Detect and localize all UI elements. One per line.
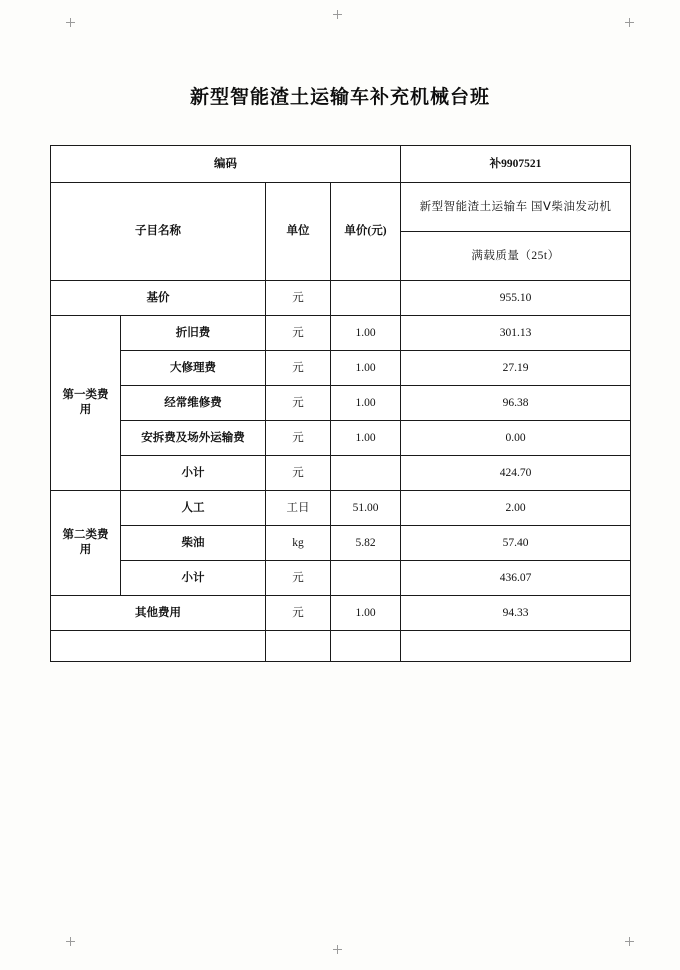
row-unit: 元 xyxy=(266,386,331,421)
registration-mark-icon xyxy=(625,941,634,942)
row-unit: 元 xyxy=(266,561,331,596)
table-row xyxy=(51,491,631,526)
code-value: 补9907521 xyxy=(401,146,631,183)
row-amount: 96.38 xyxy=(401,386,631,421)
table-row xyxy=(51,421,631,456)
table-row-code xyxy=(51,146,631,183)
row-name: 折旧费 xyxy=(121,316,266,351)
row-unit: 元 xyxy=(266,596,331,631)
row-price: 1.00 xyxy=(331,386,401,421)
registration-mark-icon xyxy=(66,941,75,942)
code-label: 编码 xyxy=(51,146,401,183)
row-amount: 424.70 xyxy=(401,456,631,491)
page-title: 新型智能渣土运输车补充机械台班 xyxy=(189,87,490,108)
row-amount: 94.33 xyxy=(401,596,631,631)
registration-mark-icon xyxy=(333,14,342,15)
blank-amount xyxy=(401,631,631,662)
row-unit: 元 xyxy=(266,351,331,386)
row-amount: 57.40 xyxy=(401,526,631,561)
row-price: 1.00 xyxy=(331,351,401,386)
row-price: 1.00 xyxy=(331,316,401,351)
row-unit: 元 xyxy=(266,456,331,491)
row-unit: 元 xyxy=(266,421,331,456)
table-row xyxy=(51,526,631,561)
row-unit: 元 xyxy=(266,316,331,351)
row-amount: 0.00 xyxy=(401,421,631,456)
table-row xyxy=(51,316,631,351)
row-name: 小计 xyxy=(121,561,266,596)
column-header-unit: 单位 xyxy=(266,183,331,281)
registration-mark-icon xyxy=(66,22,75,23)
column-header-price: 单价(元) xyxy=(331,183,401,281)
base-price-unit: 元 xyxy=(266,281,331,316)
row-price xyxy=(331,561,401,596)
registration-mark-icon xyxy=(625,22,634,23)
row-price: 1.00 xyxy=(331,596,401,631)
base-price-amount: 955.10 xyxy=(401,281,631,316)
table-row-other-fees xyxy=(51,596,631,631)
row-name: 柴油 xyxy=(121,526,266,561)
table-row xyxy=(51,456,631,491)
row-price: 1.00 xyxy=(331,421,401,456)
group1-label: 第一类费用 xyxy=(51,316,121,491)
spec-description-line-1: 新型智能渣土运输车 国Ⅴ柴油发动机 xyxy=(401,183,631,232)
row-name: 小计 xyxy=(121,456,266,491)
table-row-base-price xyxy=(51,281,631,316)
row-name: 人工 xyxy=(121,491,266,526)
registration-mark-icon xyxy=(333,949,342,950)
row-amount: 2.00 xyxy=(401,491,631,526)
row-name: 大修理费 xyxy=(121,351,266,386)
row-price: 51.00 xyxy=(331,491,401,526)
row-unit: kg xyxy=(266,526,331,561)
row-price: 5.82 xyxy=(331,526,401,561)
machine-shift-cost-table xyxy=(50,145,631,662)
row-name: 安拆费及场外运输费 xyxy=(121,421,266,456)
base-price-price xyxy=(331,281,401,316)
table-row xyxy=(51,351,631,386)
base-price-label: 基价 xyxy=(51,281,266,316)
table-row-blank xyxy=(51,631,631,662)
table-row xyxy=(51,386,631,421)
blank-unit xyxy=(266,631,331,662)
row-name: 其他费用 xyxy=(51,596,266,631)
spec-description-line-2: 满载质量（25t） xyxy=(401,232,631,281)
group2-label: 第二类费用 xyxy=(51,491,121,596)
blank-name xyxy=(51,631,266,662)
row-price xyxy=(331,456,401,491)
row-unit: 工日 xyxy=(266,491,331,526)
row-amount: 301.13 xyxy=(401,316,631,351)
row-amount: 436.07 xyxy=(401,561,631,596)
column-header-name: 子目名称 xyxy=(51,183,266,281)
table-row xyxy=(51,561,631,596)
blank-price xyxy=(331,631,401,662)
table-row-header-spec-1 xyxy=(51,183,631,232)
row-amount: 27.19 xyxy=(401,351,631,386)
row-name: 经常维修费 xyxy=(121,386,266,421)
